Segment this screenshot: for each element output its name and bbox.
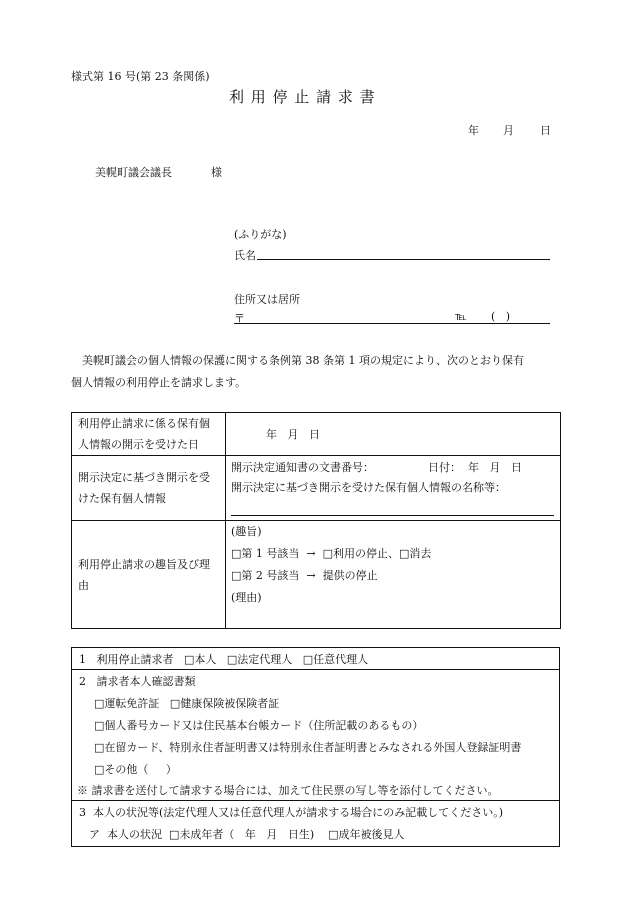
- principal-status-heading: 3 本人の状況等(法定代理人又は任意代理人が請求する場合にのみ記載してください。): [79, 806, 504, 819]
- label-line: 利用停止請求の趣旨及び理: [78, 557, 210, 571]
- label-line: 人情報の開示を受けた日: [78, 438, 199, 451]
- request-details-table: [71, 412, 561, 629]
- label-line: けた保有個人情報: [78, 492, 166, 505]
- table-row: [72, 521, 561, 629]
- form-number: 様式第 16 号(第 23 条関係): [71, 70, 210, 83]
- disclosed-info-label: [72, 456, 226, 521]
- disclosure-date-value[interactable]: 年 月 日: [226, 413, 561, 456]
- disclosure-date-label: [72, 413, 226, 456]
- mailing-note: ※ 請求書を送付して請求する場合には、加えて住民票の写し等を添付してください。: [77, 784, 499, 797]
- disclosed-info-name-line[interactable]: [231, 515, 554, 516]
- label-line: 利用停止請求に係る保有個: [78, 417, 210, 430]
- principal-status-row[interactable]: ア 本人の状況 □未成年者（ 年 月 日生) □成年被後見人: [89, 828, 405, 841]
- requester-identity-section: [71, 647, 560, 847]
- intro-line-1: 美幌町議会の個人情報の保護に関する条例第 38 条第 1 項の規定により、次のとおり保有: [82, 354, 524, 367]
- doc-number-label: 開示決定通知書の文書番号：: [231, 461, 374, 474]
- tel-mark: ℡: [455, 310, 467, 323]
- purpose-heading: (趣旨): [231, 525, 262, 538]
- date-month-label: 月: [503, 124, 514, 137]
- form-title: 利 用 停 止 請 求 書: [229, 88, 376, 106]
- label-line: 開示決定に基づき開示を受: [78, 471, 210, 484]
- furigana-label: (ふりがな): [234, 228, 287, 241]
- purpose-reason-cell[interactable]: [226, 521, 561, 629]
- disclosed-info-name-label: 開示決定に基づき開示を受けた保有個人情報の名称等：: [231, 481, 506, 494]
- label-line: 由: [78, 578, 89, 592]
- purpose-reason-label: [72, 521, 226, 629]
- identity-docs-heading: 2 請求者本人確認書類: [79, 675, 196, 688]
- name-field-line[interactable]: [257, 259, 550, 260]
- address-label: 住所又は居所: [234, 293, 300, 306]
- tel-paren: ( ): [491, 310, 511, 323]
- id-option-mynumber[interactable]: □個人番号カード又は住民基本台帳カード（住所記載のあるもの）: [94, 719, 424, 732]
- doc-date-label: 日付： 年 月 日: [428, 461, 522, 474]
- requester-type-row[interactable]: 1 利用停止請求者 □本人 □法定代理人 □任意代理人: [79, 653, 369, 666]
- address-field-line[interactable]: [234, 323, 550, 324]
- date-year-label: 年: [468, 124, 479, 137]
- postal-mark: 〒: [234, 312, 245, 325]
- reason-heading: (理由): [231, 591, 262, 604]
- intro-line-2: 個人情報の利用停止を請求します。: [71, 376, 247, 389]
- id-option-other[interactable]: □その他（ ）: [94, 763, 177, 776]
- id-option-residence-card[interactable]: □在留カード、特別永住者証明書又は特別永住者証明書とみなされる外国人登録証明書: [94, 741, 522, 754]
- disclosed-info-cell[interactable]: [226, 456, 561, 521]
- addressee-honorific: 様: [211, 166, 222, 179]
- divider: [72, 669, 559, 670]
- table-row: [72, 413, 561, 456]
- date-day-label: 日: [540, 124, 551, 137]
- id-option-license-insurance[interactable]: □運転免許証 □健康保険被保険者証: [94, 697, 280, 710]
- addressee-name: 美幌町議会議長: [95, 166, 172, 179]
- name-label: 氏名: [234, 249, 256, 262]
- table-row: [72, 456, 561, 521]
- purpose-option-2[interactable]: □第 2 号該当 → 提供の停止: [231, 569, 378, 582]
- purpose-option-1[interactable]: □第 1 号該当 → □利用の停止、□消去: [231, 547, 432, 560]
- divider: [72, 800, 559, 801]
